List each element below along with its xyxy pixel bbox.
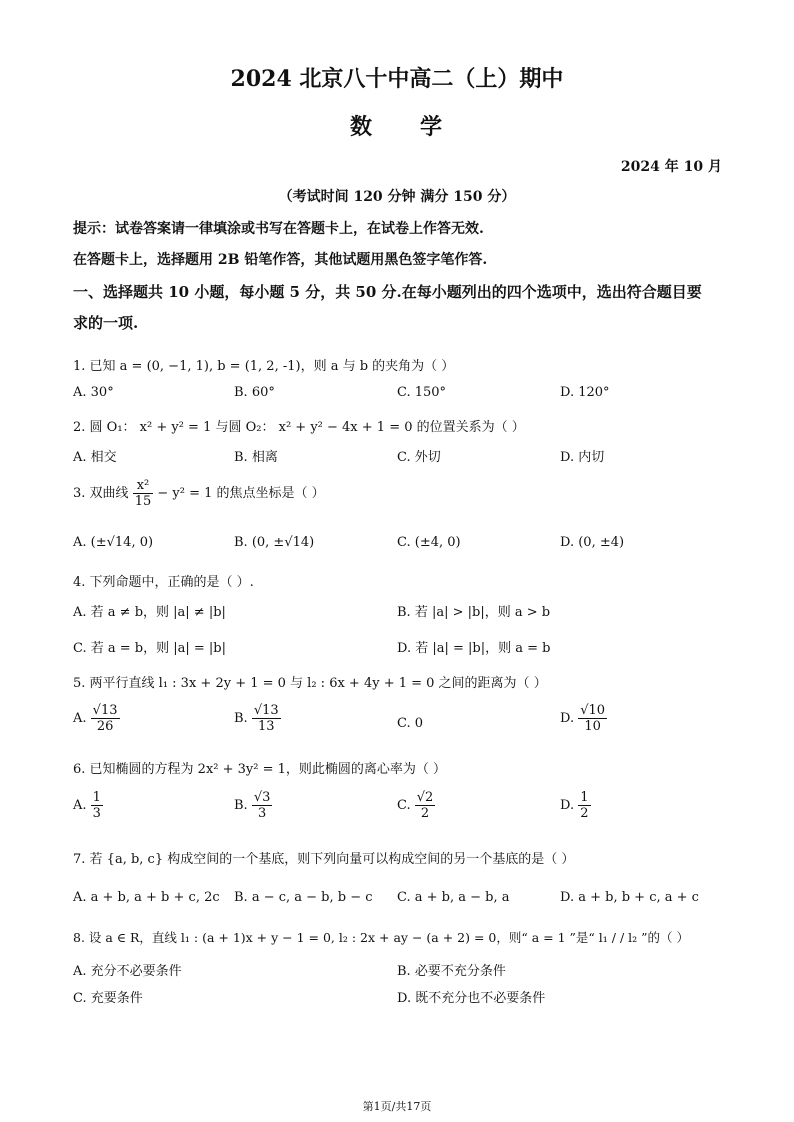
q6-option-c-fraction xyxy=(415,790,436,821)
question-4-stem: 4. 下列命题中，正确的是（ ）. xyxy=(73,575,254,590)
q6-a-num: 1 xyxy=(92,790,101,805)
q4-option-c: C. 若 a = b，则 |a| = |b| xyxy=(73,641,226,656)
q5-b-num: √13 xyxy=(253,703,279,718)
q3-option-b: B. (0, ±√14) xyxy=(234,535,315,550)
q3-option-d: D. (0, ±4) xyxy=(560,535,625,550)
q5-d-den: 10 xyxy=(584,719,601,734)
exam-info: （考试时间 120 分钟 满分 150 分） xyxy=(278,189,516,205)
q1-option-a: A. 30° xyxy=(73,385,114,400)
q6-option-c-label: C. xyxy=(397,798,411,813)
q4-option-a: A. 若 a ≠ b，则 |a| ≠ |b| xyxy=(73,605,226,620)
section-heading-line-2: 求的一项. xyxy=(73,314,139,332)
q6-option-b-label: B. xyxy=(234,798,248,813)
exam-date: 2024 年 10 月 xyxy=(620,159,722,175)
q6-option-a-fraction xyxy=(91,790,103,821)
question-5-stem: 5. 两平行直线 l₁ : 3x + 2y + 1 = 0 与 l₂ : 6x + 4y + 1 = 0 之间的距离为（ ） xyxy=(73,676,547,691)
question-1-stem: 1. 已知 a = (0, −1, 1), b = (1, 2, -1)，则 a 与 b 的夹角为（ ） xyxy=(73,359,455,374)
q8-option-c: C. 充要条件 xyxy=(73,991,143,1006)
q3-option-c: C. (±4, 0) xyxy=(397,535,461,550)
q5-option-b-fraction xyxy=(252,703,281,734)
q2-option-a: A. 相交 xyxy=(73,450,117,465)
q3-frac-num: x² xyxy=(133,478,154,494)
q7-option-a: A. a + b, a + b + c, 2c xyxy=(73,890,220,905)
q7-option-d: D. a + b, b + c, a + c xyxy=(560,890,699,905)
q3-option-a: A. (±√14, 0) xyxy=(73,535,154,550)
q6-option-a xyxy=(73,790,103,821)
q3-frac-den: 15 xyxy=(134,494,152,509)
q5-b-den: 13 xyxy=(257,719,275,734)
q5-option-b xyxy=(234,703,281,734)
q5-option-d-fraction xyxy=(578,703,607,734)
q6-b-num: √3 xyxy=(253,790,271,805)
q6-b-den: 3 xyxy=(257,806,267,821)
question-2-stem: 2. 圆 O₁： x² + y² = 1 与圆 O₂： x² + y² − 4x + 1 = 0 的位置关系为（ ） xyxy=(73,420,525,435)
q5-a-num: √13 xyxy=(92,703,118,718)
subject-char-2: 学 xyxy=(420,114,443,140)
section-heading-line-1: 一、选择题共 10 小题，每小题 5 分，共 50 分.在每小题列出的四个选项中，选出符合题目要 xyxy=(73,283,702,301)
q6-d-den: 2 xyxy=(580,806,589,821)
q6-option-b-fraction xyxy=(252,790,273,821)
q8-option-d: D. 既不充分也不必要条件 xyxy=(397,991,546,1006)
q6-option-b xyxy=(234,790,272,821)
q5-option-a-fraction xyxy=(91,703,120,734)
q2-option-b: B. 相离 xyxy=(234,450,278,465)
q6-a-den: 3 xyxy=(92,806,101,821)
q7-option-b: B. a − c, a − b, b − c xyxy=(234,890,373,905)
q6-d-num: 1 xyxy=(580,790,589,805)
q8-option-a: A. 充分不必要条件 xyxy=(73,964,182,979)
question-7-stem: 7. 若 {a, b, c} 构成空间的一个基底，则下列向量可以构成空间的另一个基底的是（ ） xyxy=(73,852,575,867)
q4-option-d: D. 若 |a| = |b|，则 a = b xyxy=(397,641,551,656)
q2-option-c: C. 外切 xyxy=(397,450,441,465)
q5-option-a xyxy=(73,703,120,734)
q1-option-c: C. 150° xyxy=(397,385,447,400)
q5-a-den: 26 xyxy=(96,719,114,734)
q5-d-num: √10 xyxy=(580,703,606,718)
q3-fraction xyxy=(133,478,154,509)
q8-option-b: B. 必要不充分条件 xyxy=(397,964,506,979)
notice-line-1: 提示：试卷答案请一律填涂或书写在答题卡上，在试卷上作答无效. xyxy=(73,221,484,237)
q6-option-c xyxy=(397,790,435,821)
subject-char-1: 数 xyxy=(350,114,373,140)
q6-c-num: √2 xyxy=(416,790,434,805)
page-number: 第1页/共17页 xyxy=(362,1100,432,1113)
q3-stem-prefix: 3. 双曲线 xyxy=(73,486,129,501)
q1-option-b: B. 60° xyxy=(234,385,275,400)
q7-option-c: C. a + b, a − b, a xyxy=(397,890,510,905)
question-6-stem: 6. 已知椭圆的方程为 2x² + 3y² = 1，则此椭圆的离心率为（ ） xyxy=(73,762,447,777)
q6-option-d xyxy=(560,790,591,821)
q6-option-d-fraction xyxy=(578,790,590,821)
q6-option-d-label: D. xyxy=(560,798,575,813)
page-title: 2024 北京八十中高二（上）期中 xyxy=(230,66,564,92)
q5-option-d xyxy=(560,703,607,734)
q5-option-d-label: D. xyxy=(560,711,575,726)
q2-option-d: D. 内切 xyxy=(560,450,605,465)
question-8-stem: 8. 设 a ∈ R，直线 l₁ : (a + 1)x + y − 1 = 0, l₂ : 2x + ay − (a + 2) = 0，则“ a = 1 ”是“ l₁ / / l₂ ”的（ ） xyxy=(73,930,689,945)
q3-stem-suffix: − y² = 1 的焦点坐标是（ ） xyxy=(157,486,325,501)
q6-option-a-label: A. xyxy=(73,798,87,813)
q5-option-a-label: A. xyxy=(73,711,87,726)
question-3-stem xyxy=(73,478,325,509)
q4-option-b: B. 若 |a| > |b|，则 a > b xyxy=(397,605,551,620)
q5-option-b-label: B. xyxy=(234,711,248,726)
notice-line-2: 在答题卡上，选择题用 2B 铅笔作答，其他试题用黑色签字笔作答. xyxy=(73,252,488,268)
q1-option-d: D. 120° xyxy=(560,385,610,400)
q6-c-den: 2 xyxy=(420,806,430,821)
q5-option-c: C. 0 xyxy=(397,716,424,731)
